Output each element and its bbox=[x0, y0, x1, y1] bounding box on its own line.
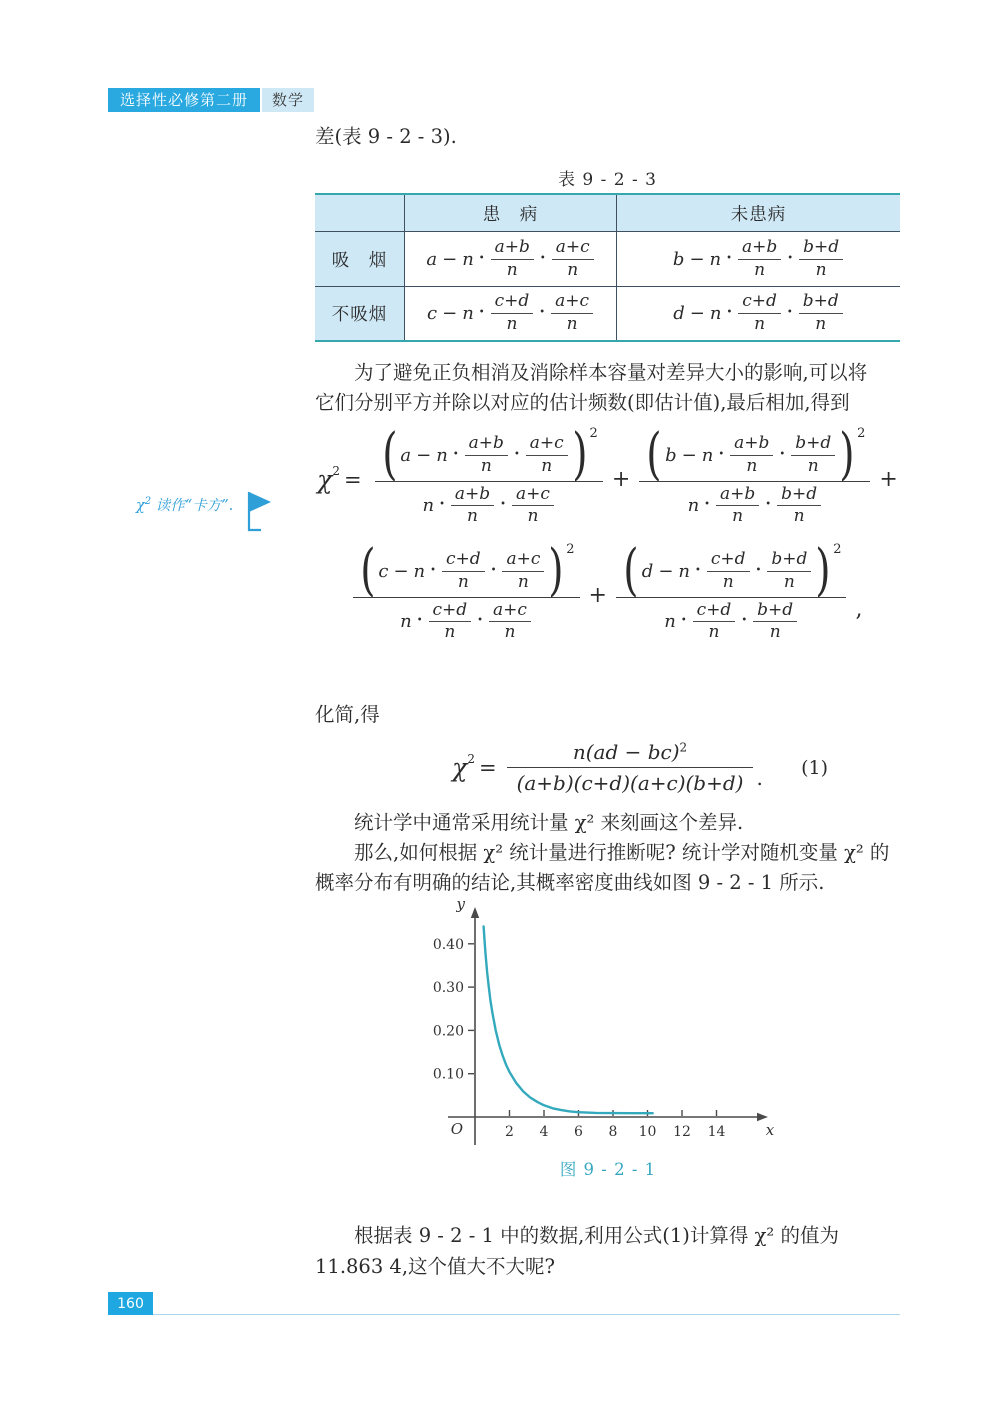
y-tick-label: 0.40 bbox=[432, 936, 464, 953]
formula-1 bbox=[315, 740, 900, 795]
x-tick-label: 8 bbox=[608, 1124, 618, 1140]
x-tick-label: 2 bbox=[505, 1124, 514, 1140]
small-fraction: c+d n bbox=[693, 601, 736, 643]
big-fraction-term: ( c − n • c+d n • a+c n ) 2 n • c+d n • a+c n bbox=[353, 549, 580, 643]
small-fraction: c+d n bbox=[442, 550, 485, 592]
y-tick-label: 0.30 bbox=[432, 980, 464, 997]
col-header-not-diseased: 未患病 bbox=[616, 195, 900, 231]
intro-line: 差(表 9 - 2 - 3). bbox=[315, 125, 457, 148]
x-axis-arrow bbox=[757, 1113, 768, 1121]
small-fraction: a+b n bbox=[716, 485, 759, 527]
simplify-label: 化简,得 bbox=[315, 703, 380, 726]
formula-1-denominator: (a+b)(c+d)(a+c)(b+d) bbox=[507, 767, 754, 795]
y-axis-arrow bbox=[471, 907, 479, 918]
paragraph-3 bbox=[315, 838, 901, 898]
small-fraction: b+d n bbox=[791, 434, 835, 476]
cell-formula-b bbox=[616, 231, 900, 286]
small-fraction: b+d n bbox=[799, 238, 843, 280]
big-fraction-term: ( a − n • a+b n • a+c n ) 2 n • a+b n • a+c n bbox=[375, 433, 603, 527]
table-title: 表 9 - 2 - 3 bbox=[558, 170, 657, 190]
small-fraction: b+d n bbox=[753, 601, 797, 643]
x-tick-label: 12 bbox=[673, 1124, 691, 1140]
small-fraction: a+c n bbox=[526, 434, 568, 476]
small-fraction: a+c n bbox=[552, 238, 594, 280]
small-fraction: a+b n bbox=[451, 485, 494, 527]
small-fraction: a+b n bbox=[738, 238, 781, 280]
formula-1-fraction bbox=[507, 740, 754, 795]
small-fraction: c+d n bbox=[491, 292, 534, 334]
cell-formula-a bbox=[404, 231, 616, 286]
book-title-badge: 选择性必修第二册 bbox=[108, 88, 260, 112]
table-9-2-3 bbox=[315, 193, 900, 342]
paragraph-1 bbox=[315, 358, 901, 418]
cell-expression: b − n • a+b n • b+d n bbox=[673, 238, 844, 280]
x-tick-label: 14 bbox=[707, 1124, 726, 1140]
small-fraction: c+d n bbox=[707, 550, 750, 592]
big-formula-line-2: ( c − n • c+d n • a+c n ) 2 n • c+d n • a+c n + ( d − n • c+d n • b+d n ) 2 n • c+d n • b+d n , bbox=[315, 549, 900, 643]
paragraph-1-line-1: 为了避免正负相消及消除样本容量对差异大小的影响,可以将 bbox=[354, 361, 868, 384]
cell-expression: a − n • a+b n • a+c n bbox=[426, 238, 594, 280]
formula-1-lhs: χ 2 = bbox=[452, 751, 497, 782]
page-number-badge: 160 bbox=[108, 1292, 153, 1315]
small-fraction: c+d n bbox=[429, 601, 472, 643]
small-fraction: c+d n bbox=[738, 292, 781, 334]
margin-note-text: $\chi^2$ 读作“卡方”. bbox=[136, 496, 234, 514]
flag-icon bbox=[243, 490, 273, 536]
cell-formula-c bbox=[404, 286, 616, 340]
footer-rule bbox=[153, 1314, 900, 1315]
page-header bbox=[108, 88, 314, 112]
small-fraction: b+d n bbox=[777, 485, 821, 527]
cell-expression: c − n • c+d n • a+c n bbox=[427, 292, 594, 334]
big-formula-line-1: χ 2 = ( a − n • a+b n • a+c n ) 2 n • a+b n • a+c n + ( b − n • a+b n • b+d n ) 2 n • a+b n • b+d n + bbox=[317, 422, 898, 527]
small-fraction: a+b n bbox=[491, 238, 534, 280]
small-fraction: a+b n bbox=[730, 434, 773, 476]
x-tick-label: 10 bbox=[638, 1124, 657, 1140]
chi-square-density-chart bbox=[430, 893, 800, 1163]
x-tick-label: 4 bbox=[539, 1124, 549, 1140]
row-label-nonsmoking: 不吸烟 bbox=[315, 286, 404, 340]
y-axis-label: y bbox=[456, 895, 465, 913]
subject-badge: 数学 bbox=[262, 88, 314, 112]
small-fraction: a+c n bbox=[502, 550, 544, 592]
small-fraction: a+c n bbox=[551, 292, 593, 334]
small-fraction: a+c n bbox=[512, 485, 554, 527]
formula-1-period: . bbox=[756, 765, 763, 790]
chi-square-expanded-formula bbox=[315, 422, 900, 643]
small-fraction: a+b n bbox=[465, 434, 508, 476]
density-curve bbox=[484, 927, 653, 1114]
paragraph-1-line-2: 它们分别平方并除以对应的估计频数(即估计值),最后相加,得到 bbox=[315, 391, 850, 414]
cell-formula-d bbox=[616, 286, 900, 340]
figure-caption: 图 9 - 2 - 1 bbox=[559, 1160, 657, 1179]
formula-1-numerator: n(ad − bc)$^2$ bbox=[572, 740, 688, 764]
origin-label: O bbox=[450, 1120, 463, 1138]
paragraph-4 bbox=[315, 1220, 901, 1282]
x-tick-label: 6 bbox=[574, 1124, 583, 1140]
paragraph-4-line-2: 11.863 4,这个值大不大呢? bbox=[315, 1255, 555, 1278]
big-fraction-term: ( d − n • c+d n • b+d n ) 2 n • c+d n • b+d n bbox=[616, 549, 847, 643]
small-fraction: a+c n bbox=[489, 601, 531, 643]
paragraph-3-line-2: 概率分布有明确的结论,其概率密度曲线如图 9 - 2 - 1 所示. bbox=[315, 871, 825, 894]
formula-1-tag: (1) bbox=[801, 756, 828, 779]
chi-square-lhs: χ 2 = bbox=[317, 463, 362, 495]
y-tick-label: 0.10 bbox=[432, 1066, 464, 1083]
small-fraction: b+d n bbox=[799, 292, 843, 334]
big-fraction-term: ( b − n • a+b n • b+d n ) 2 n • a+b n • b+d n bbox=[639, 433, 870, 527]
margin-note bbox=[136, 492, 311, 536]
paragraph-4-line-1: 根据表 9 - 2 - 1 中的数据,利用公式(1)计算得 χ² 的值为 bbox=[354, 1224, 839, 1247]
paragraph-3-line-1: 那么,如何根据 χ² 统计量进行推断呢? 统计学对随机变量 χ² 的 bbox=[354, 841, 890, 864]
density-curve-figure bbox=[430, 893, 800, 1163]
col-header-diseased: 患 病 bbox=[404, 195, 616, 231]
cell-expression: d − n • c+d n • b+d n bbox=[673, 292, 844, 334]
table-corner-cell bbox=[315, 195, 404, 231]
small-fraction: b+d n bbox=[767, 550, 811, 592]
row-label-smoking: 吸 烟 bbox=[315, 231, 404, 286]
x-axis-label: x bbox=[765, 1121, 775, 1139]
paragraph-2: 统计学中通常采用统计量 χ² 来刻画这个差异. bbox=[354, 811, 744, 834]
y-tick-label: 0.20 bbox=[432, 1023, 464, 1040]
